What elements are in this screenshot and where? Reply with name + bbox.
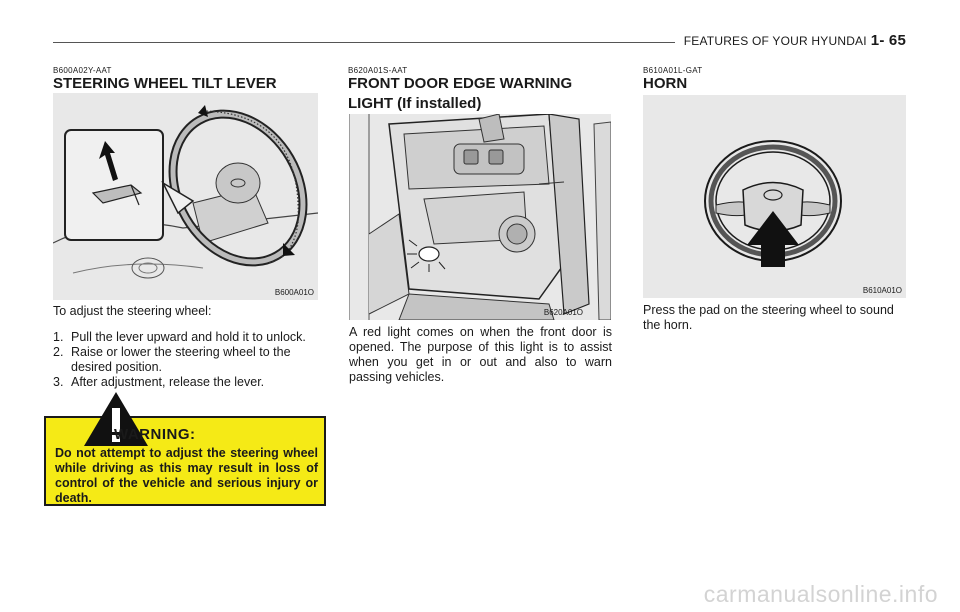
instruction-steps: [53, 330, 325, 390]
figure-code: B610A01O: [862, 286, 902, 295]
header-rule: [53, 42, 675, 43]
warning-box: [44, 416, 326, 506]
section-heading: HORN: [643, 75, 688, 92]
watermark: carmanualsonline.info: [703, 581, 938, 607]
page-header: [684, 32, 906, 49]
list-item: 3. After adjustment, release the lever.: [53, 375, 265, 389]
list-item: 2. Raise or lower the steering wheel to the desired position.: [53, 345, 291, 374]
door-edge-figure: [349, 114, 611, 320]
page-number: 1- 65: [870, 32, 906, 49]
tilt-lever-figure: [53, 93, 318, 300]
figure-code: B620A01O: [543, 308, 583, 317]
section-title: FEATURES OF YOUR HYUNDAI: [683, 34, 867, 48]
horn-figure: [643, 95, 906, 298]
door-light-description: A red light comes on when the front door is opened. The purpose of this light is to assist when you get in or out and also to warn passing vehicles.: [349, 325, 612, 384]
instructions-intro: To adjust the steering wheel:: [53, 304, 212, 318]
section-heading: FRONT DOOR EDGE WARNING: [348, 75, 573, 92]
list-item: 1. Pull the lever upward and hold it to unlock.: [53, 330, 306, 344]
horn-steering-wheel-illustration: [643, 95, 906, 298]
section-code: B610A01L-GAT: [643, 66, 703, 75]
warning-text: Do not attempt to adjust the steering wheel while driving as this may result in loss of control of the vehicle and serious injury or death.: [55, 446, 318, 505]
door-edge-light-illustration: [349, 114, 611, 320]
section-heading-line2: LIGHT (If installed): [348, 95, 482, 112]
section-code: B620A01S-AAT: [348, 66, 408, 75]
horn-description: Press the pad on the steering wheel to sound the horn.: [643, 303, 894, 332]
steering-wheel-tilt-illustration: [53, 93, 318, 300]
section-heading: STEERING WHEEL TILT LEVER: [53, 75, 277, 92]
figure-code: B600A01O: [274, 288, 314, 297]
section-code: B600A02Y-AAT: [53, 66, 112, 75]
warning-title: WARNING:: [114, 426, 196, 443]
